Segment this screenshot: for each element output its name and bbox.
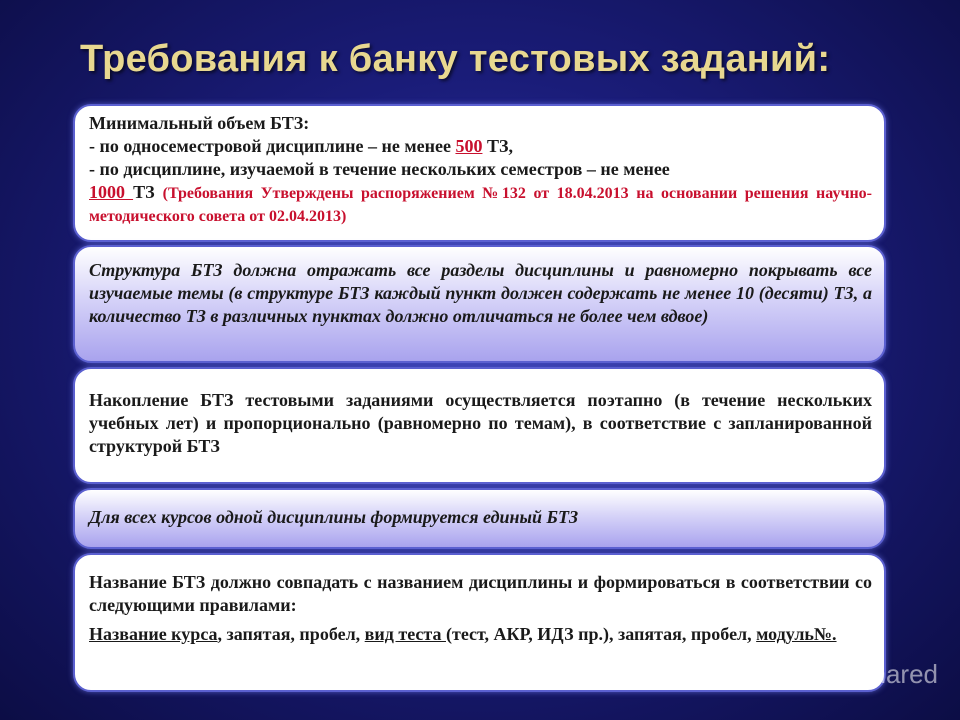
rule-sep1: , запятая, пробел, — [217, 624, 365, 644]
rule-module: модуль№. — [756, 624, 837, 644]
rule-types: (тест, АКР, ИДЗ пр.), запятая, пробел, — [445, 624, 757, 644]
single-semester-line — [89, 135, 872, 158]
single-bank-text: Для всех курсов одной дисциплины формируется единый БТЗ — [89, 507, 579, 527]
single-semester-text: - по односеместровой дисциплине – не менее — [89, 136, 456, 156]
accumulation-box — [73, 367, 886, 484]
naming-rule — [89, 623, 872, 646]
watermark — [818, 659, 938, 690]
multi-semester-line-2 — [89, 181, 872, 227]
multi-semester-unit: ТЗ — [133, 182, 163, 202]
page-title: Требования к банку тестовых заданий: — [80, 38, 831, 80]
structure-box — [73, 245, 886, 363]
naming-text: Название БТЗ должно совпадать с названием дисциплины и формироваться в соответствии со следующими правилами: — [89, 572, 872, 615]
regulation-note: (Требования Утверждены распоряжением №132 от 18.04.2013 на основании решения научно-методического совета от 02.04.2013) — [89, 185, 873, 225]
min-volume-box — [73, 104, 886, 242]
rule-type: вид теста — [364, 624, 446, 644]
multi-semester-line: - по дисциплине, изучаемой в течение нескольких семестров – не менее — [89, 159, 670, 179]
min-volume-heading: Минимальный объем БТЗ: — [89, 113, 310, 133]
structure-text: Структура БТЗ должна отражать все разделы дисциплины и равномерно покрывать все изучаемые темы (в структуре БТЗ каждый пункт должен содержать не менее 10 (десяти) ТЗ, а количество ТЗ в различных пунктах должно отличаться не более чем вдвое) — [89, 260, 872, 326]
single-semester-unit: ТЗ, — [482, 136, 513, 156]
rule-course: Название курса — [89, 624, 218, 644]
watermark-text: Shared — [854, 659, 938, 689]
single-bank-box — [73, 488, 886, 549]
accumulation-text: Накопление БТЗ тестовыми заданиями осуществляется поэтапно (в течение нескольких учебных лет) и пропорционально (равномерно по темам), в соответствие с запланированной структурой БТЗ — [89, 390, 872, 456]
count-500: 500 — [455, 136, 483, 156]
naming-box — [73, 553, 886, 692]
slideshare-icon — [818, 660, 848, 690]
count-1000: 1000 — [89, 182, 134, 202]
